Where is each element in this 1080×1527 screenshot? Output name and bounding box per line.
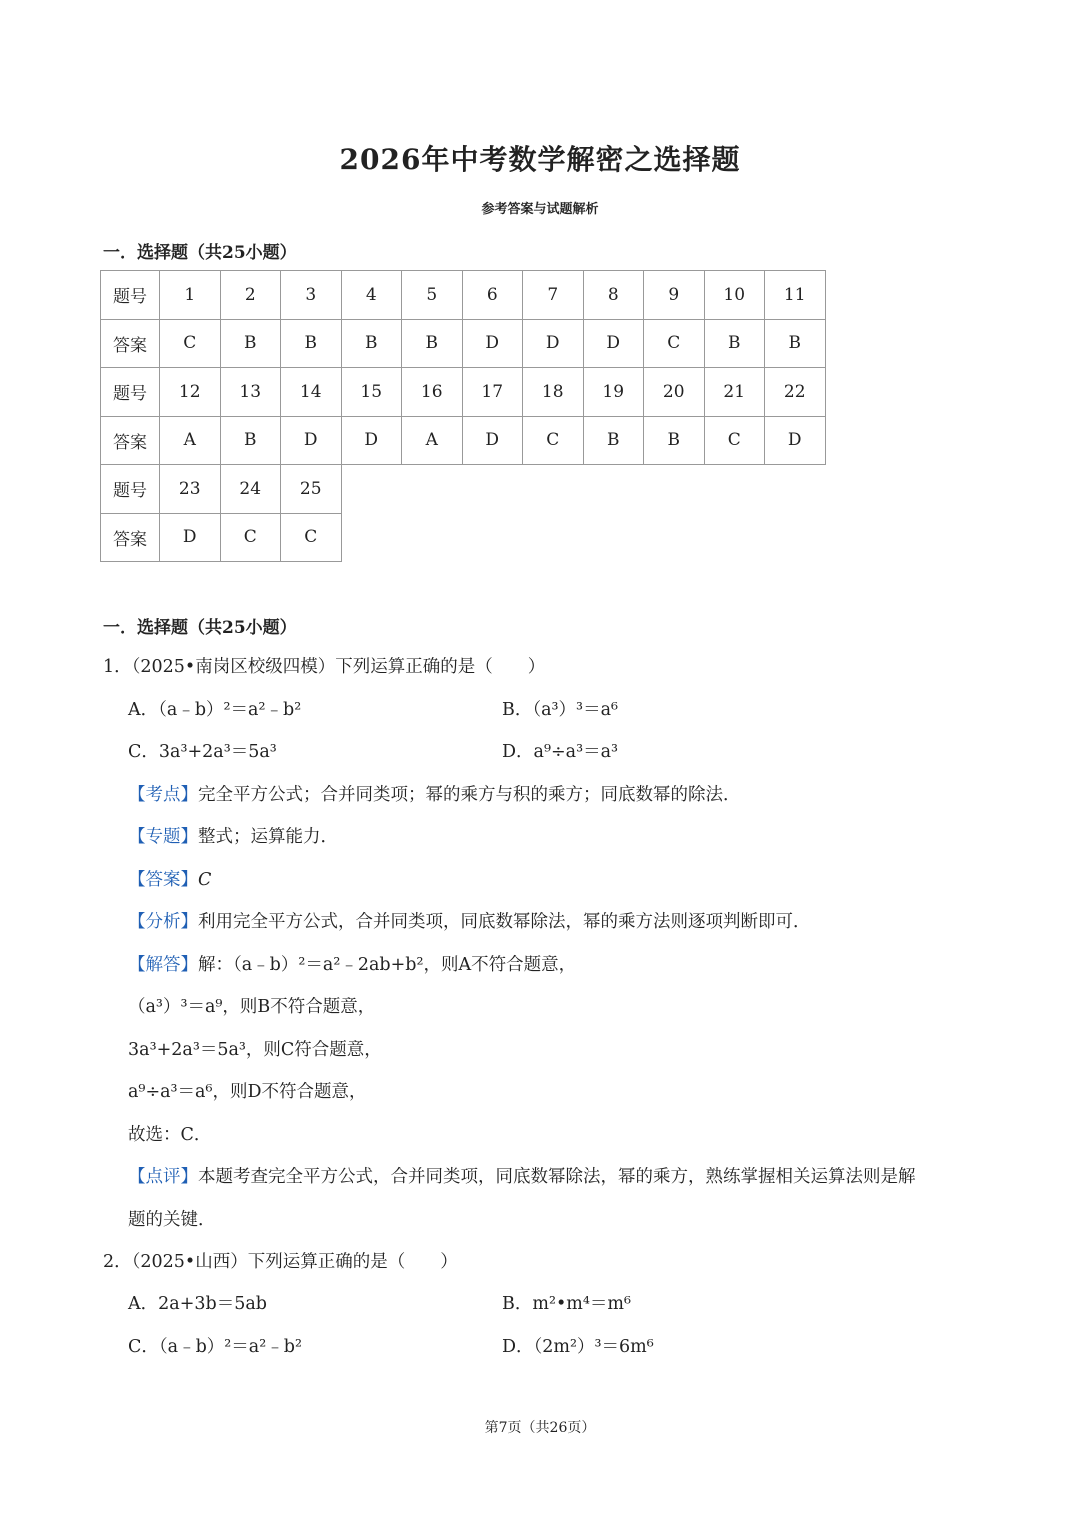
table-row [101, 319, 826, 368]
answer-cell: C [644, 319, 705, 368]
jieda-line-4: a⁹÷a³＝a⁶，则D不符合题意， [128, 1082, 367, 1102]
jieda-label: 【解答】 [128, 955, 198, 975]
question-1-option-d: D．a⁹÷a³＝a³ [502, 742, 619, 762]
answer-cell: B [704, 319, 765, 368]
answer-cell: D [160, 513, 221, 562]
question-1-option-c: C．3a³+2a³＝5a³ [128, 742, 277, 762]
question-number: 25 [281, 465, 342, 514]
empty-space [341, 513, 825, 562]
question-number: 16 [402, 368, 463, 417]
fenxi-label: 【分析】 [128, 912, 198, 932]
daan-text: C [198, 870, 212, 890]
question-number: 17 [462, 368, 523, 417]
question-number: 11 [765, 271, 826, 320]
row-label: 题号 [101, 271, 160, 320]
jieda-line-3: 3a³+2a³＝5a³，则C符合题意， [128, 1040, 382, 1060]
answer-cell: C [160, 319, 221, 368]
answer-cell: D [765, 416, 826, 465]
question-2-option-a: A．2a+3b＝5ab [128, 1294, 267, 1314]
answer-cell: A [402, 416, 463, 465]
table-row [101, 513, 826, 562]
table-row [101, 465, 826, 514]
question-number: 19 [583, 368, 644, 417]
question-number: 12 [160, 368, 221, 417]
dianping-line-2: 题的关键． [128, 1210, 216, 1230]
row-label: 答案 [101, 319, 160, 368]
page-title: 2026年中考数学解密之选择题 [339, 143, 741, 176]
question-number: 20 [644, 368, 705, 417]
question-2-option-b: B．m²•m⁴＝m⁶ [502, 1294, 632, 1314]
answer-cell: D [462, 416, 523, 465]
zhuanti-text: 整式；运算能力． [198, 827, 338, 847]
row-label: 答案 [101, 513, 160, 562]
section-heading-table: 一．选择题（共25小题） [103, 243, 297, 263]
answer-cell: C [523, 416, 584, 465]
question-number: 6 [462, 271, 523, 320]
question-number: 13 [220, 368, 281, 417]
fenxi-row [128, 910, 811, 934]
question-number: 22 [765, 368, 826, 417]
answer-cell: B [583, 416, 644, 465]
question-1-option-a: A．（a﹣b）²＝a²﹣b² [128, 700, 302, 720]
row-label: 题号 [101, 465, 160, 514]
question-number: 23 [160, 465, 221, 514]
kaodian-row [128, 783, 741, 807]
answer-cell: B [765, 319, 826, 368]
row-label: 答案 [101, 416, 160, 465]
jieda-line-5: 故选：C． [128, 1125, 212, 1145]
question-number: 4 [341, 271, 402, 320]
question-2-option-c: C．（a﹣b）²＝a²﹣b² [128, 1337, 302, 1357]
question-number: 3 [281, 271, 342, 320]
dianping-row [128, 1165, 916, 1189]
jieda-line-1: 解：（a﹣b）²＝a²﹣2ab+b²，则A不符合题意， [198, 955, 577, 975]
table-row [101, 368, 826, 417]
question-number: 5 [402, 271, 463, 320]
question-number: 14 [281, 368, 342, 417]
answer-cell: D [341, 416, 402, 465]
question-1-stem: 1．（2025•南岗区校级四模）下列运算正确的是（ ） [103, 657, 546, 677]
jieda-line-2: （a³）³＝a⁹，则B不符合题意， [128, 997, 376, 1017]
dianping-label: 【点评】 [128, 1167, 198, 1187]
question-number: 15 [341, 368, 402, 417]
row-label: 题号 [101, 368, 160, 417]
question-number: 9 [644, 271, 705, 320]
empty-space [341, 465, 825, 514]
question-2-option-d: D．（2m²）³＝6m⁶ [502, 1337, 654, 1357]
dianping-line-1: 本题考查完全平方公式，合并同类项，同底数幂除法，幂的乘方，熟练掌握相关运算法则是解 [198, 1167, 916, 1187]
answer-cell: B [341, 319, 402, 368]
answer-cell: B [402, 319, 463, 368]
answer-cell: B [281, 319, 342, 368]
answer-cell: D [523, 319, 584, 368]
question-number: 18 [523, 368, 584, 417]
question-number: 8 [583, 271, 644, 320]
fenxi-text: 利用完全平方公式，合并同类项，同底数幂除法，幂的乘方法则逐项判断即可． [198, 912, 811, 932]
question-number: 21 [704, 368, 765, 417]
zhuanti-label: 【专题】 [128, 827, 198, 847]
table-row [101, 271, 826, 320]
table-row [101, 416, 826, 465]
answer-cell: B [220, 416, 281, 465]
zhuanti-row [128, 825, 338, 849]
jieda-row [128, 953, 576, 977]
question-1-option-b: B．（a³）³＝a⁶ [502, 700, 619, 720]
answer-table [100, 270, 826, 562]
answer-cell: D [281, 416, 342, 465]
page-subtitle: 参考答案与试题解析 [481, 202, 599, 217]
answer-cell: B [644, 416, 705, 465]
answer-cell: D [583, 319, 644, 368]
page-footer: 第7页（共26页） [484, 1420, 596, 1436]
daan-row [128, 868, 211, 892]
question-number: 10 [704, 271, 765, 320]
question-number: 2 [220, 271, 281, 320]
answer-cell: C [281, 513, 342, 562]
question-number: 24 [220, 465, 281, 514]
answer-cell: C [704, 416, 765, 465]
kaodian-text: 完全平方公式；合并同类项；幂的乘方与积的乘方；同底数幂的除法． [198, 785, 741, 805]
question-number: 1 [160, 271, 221, 320]
answer-cell: D [462, 319, 523, 368]
kaodian-label: 【考点】 [128, 785, 198, 805]
section-heading-questions: 一．选择题（共25小题） [103, 618, 297, 638]
question-number: 7 [523, 271, 584, 320]
answer-cell: A [160, 416, 221, 465]
daan-label: 【答案】 [128, 870, 198, 890]
answer-cell: B [220, 319, 281, 368]
answer-cell: C [220, 513, 281, 562]
question-2-stem: 2．（2025•山西）下列运算正确的是（ ） [103, 1252, 458, 1272]
